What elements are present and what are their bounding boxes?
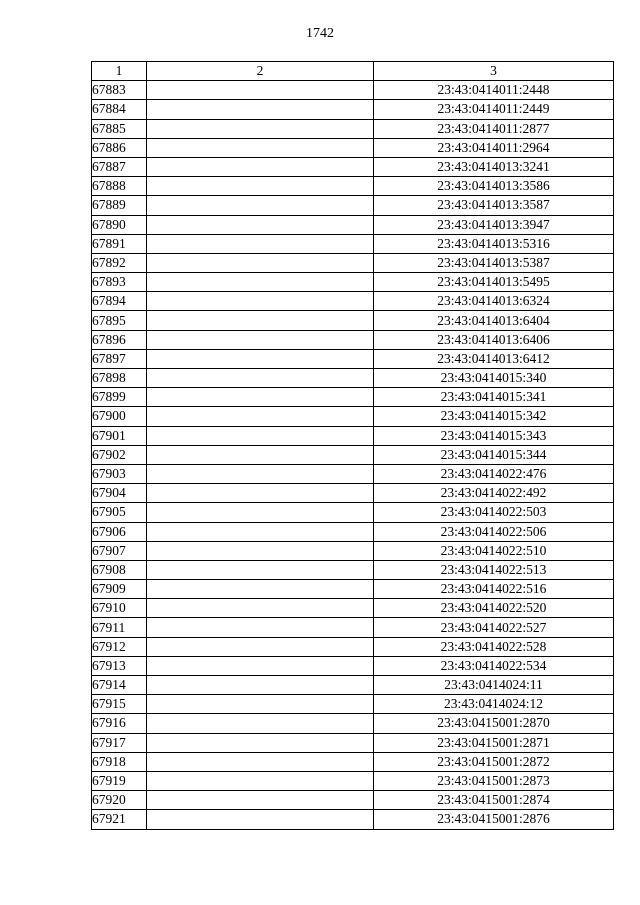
description-cell (147, 676, 374, 695)
table-row (92, 791, 614, 810)
table-row (92, 253, 614, 272)
cadastral-number-cell: 23:43:0414011:2964 (374, 138, 614, 157)
table-row (92, 292, 614, 311)
row-number-cell: 67891 (92, 234, 147, 253)
cadastral-number-cell: 23:43:0414013:3947 (374, 215, 614, 234)
description-cell (147, 522, 374, 541)
table-row (92, 369, 614, 388)
cadastral-number-cell: 23:43:0414022:534 (374, 656, 614, 675)
description-cell (147, 733, 374, 752)
cadastral-number-cell: 23:43:0414022:510 (374, 541, 614, 560)
row-number-cell: 67906 (92, 522, 147, 541)
row-number-cell: 67896 (92, 330, 147, 349)
cadastral-number-cell: 23:43:0414011:2449 (374, 100, 614, 119)
row-number-cell: 67888 (92, 177, 147, 196)
cadastral-number-cell: 23:43:0414022:516 (374, 580, 614, 599)
cadastral-number-cell: 23:43:0414011:2448 (374, 81, 614, 100)
description-cell (147, 752, 374, 771)
description-cell (147, 177, 374, 196)
description-cell (147, 580, 374, 599)
registry-table (91, 61, 614, 830)
row-number-cell: 67913 (92, 656, 147, 675)
row-number-cell: 67890 (92, 215, 147, 234)
table-row (92, 637, 614, 656)
cadastral-number-cell: 23:43:0414015:344 (374, 445, 614, 464)
cadastral-number-cell: 23:43:0414022:506 (374, 522, 614, 541)
row-number-cell: 67898 (92, 369, 147, 388)
description-cell (147, 81, 374, 100)
description-cell (147, 273, 374, 292)
cadastral-number-cell: 23:43:0414013:3241 (374, 157, 614, 176)
row-number-cell: 67912 (92, 637, 147, 656)
row-number-cell: 67893 (92, 273, 147, 292)
table-row (92, 196, 614, 215)
table-row (92, 560, 614, 579)
row-number-cell: 67899 (92, 388, 147, 407)
table-row (92, 407, 614, 426)
table-row (92, 273, 614, 292)
cadastral-number-cell: 23:43:0414022:476 (374, 464, 614, 483)
table-row (92, 119, 614, 138)
cadastral-number-cell: 23:43:0414022:527 (374, 618, 614, 637)
cadastral-number-cell: 23:43:0414011:2877 (374, 119, 614, 138)
table-row (92, 714, 614, 733)
row-number-cell: 67894 (92, 292, 147, 311)
description-cell (147, 215, 374, 234)
description-cell (147, 695, 374, 714)
cadastral-number-cell: 23:43:0415001:2876 (374, 810, 614, 829)
table-row (92, 484, 614, 503)
row-number-cell: 67918 (92, 752, 147, 771)
table-row (92, 541, 614, 560)
row-number-cell: 67883 (92, 81, 147, 100)
cadastral-number-cell: 23:43:0415001:2872 (374, 752, 614, 771)
cadastral-number-cell: 23:43:0414015:342 (374, 407, 614, 426)
cadastral-number-cell: 23:43:0414015:341 (374, 388, 614, 407)
column-header-3: 3 (374, 62, 614, 81)
description-cell (147, 100, 374, 119)
cadastral-number-cell: 23:43:0414022:528 (374, 637, 614, 656)
description-cell (147, 407, 374, 426)
table-row (92, 445, 614, 464)
table-row (92, 177, 614, 196)
table-row (92, 676, 614, 695)
row-number-cell: 67909 (92, 580, 147, 599)
table-row (92, 580, 614, 599)
description-cell (147, 311, 374, 330)
row-number-cell: 67919 (92, 771, 147, 790)
column-header-1: 1 (92, 62, 147, 81)
row-number-cell: 67910 (92, 599, 147, 618)
description-cell (147, 503, 374, 522)
cadastral-number-cell: 23:43:0415001:2870 (374, 714, 614, 733)
cadastral-number-cell: 23:43:0414013:5495 (374, 273, 614, 292)
table-row (92, 733, 614, 752)
table-row (92, 157, 614, 176)
table-row (92, 330, 614, 349)
cadastral-number-cell: 23:43:0414013:5387 (374, 253, 614, 272)
table-row (92, 81, 614, 100)
cadastral-number-cell: 23:43:0414015:340 (374, 369, 614, 388)
row-number-cell: 67900 (92, 407, 147, 426)
row-number-cell: 67887 (92, 157, 147, 176)
table-row (92, 215, 614, 234)
table-row (92, 752, 614, 771)
cadastral-number-cell: 23:43:0414013:5316 (374, 234, 614, 253)
row-number-cell: 67886 (92, 138, 147, 157)
cadastral-number-cell: 23:43:0414024:11 (374, 676, 614, 695)
description-cell (147, 618, 374, 637)
cadastral-number-cell: 23:43:0415001:2871 (374, 733, 614, 752)
table-row (92, 503, 614, 522)
row-number-cell: 67884 (92, 100, 147, 119)
description-cell (147, 560, 374, 579)
description-cell (147, 484, 374, 503)
table-row (92, 656, 614, 675)
description-cell (147, 138, 374, 157)
row-number-cell: 67903 (92, 464, 147, 483)
row-number-cell: 67916 (92, 714, 147, 733)
description-cell (147, 464, 374, 483)
row-number-cell: 67892 (92, 253, 147, 272)
table-row (92, 771, 614, 790)
table-row (92, 349, 614, 368)
row-number-cell: 67901 (92, 426, 147, 445)
cadastral-number-cell: 23:43:0414022:492 (374, 484, 614, 503)
row-number-cell: 67904 (92, 484, 147, 503)
description-cell (147, 253, 374, 272)
description-cell (147, 426, 374, 445)
row-number-cell: 67920 (92, 791, 147, 810)
cadastral-number-cell: 23:43:0414013:6324 (374, 292, 614, 311)
cadastral-number-cell: 23:43:0414013:6412 (374, 349, 614, 368)
table-row (92, 100, 614, 119)
description-cell (147, 637, 374, 656)
description-cell (147, 369, 374, 388)
description-cell (147, 119, 374, 138)
description-cell (147, 445, 374, 464)
description-cell (147, 349, 374, 368)
row-number-cell: 67902 (92, 445, 147, 464)
cadastral-number-cell: 23:43:0414022:503 (374, 503, 614, 522)
cadastral-number-cell: 23:43:0415001:2874 (374, 791, 614, 810)
cadastral-number-cell: 23:43:0414022:520 (374, 599, 614, 618)
table-row (92, 138, 614, 157)
row-number-cell: 67921 (92, 810, 147, 829)
description-cell (147, 330, 374, 349)
row-number-cell: 67915 (92, 695, 147, 714)
description-cell (147, 234, 374, 253)
row-number-cell: 67897 (92, 349, 147, 368)
description-cell (147, 157, 374, 176)
description-cell (147, 388, 374, 407)
row-number-cell: 67911 (92, 618, 147, 637)
description-cell (147, 196, 374, 215)
cadastral-number-cell: 23:43:0414013:6404 (374, 311, 614, 330)
page-number: 1742 (306, 26, 334, 41)
description-cell (147, 656, 374, 675)
description-cell (147, 541, 374, 560)
row-number-cell: 67907 (92, 541, 147, 560)
table-row (92, 234, 614, 253)
description-cell (147, 599, 374, 618)
table-row (92, 618, 614, 637)
table-row (92, 311, 614, 330)
cadastral-number-cell: 23:43:0414015:343 (374, 426, 614, 445)
cadastral-number-cell: 23:43:0414013:3586 (374, 177, 614, 196)
table-row (92, 810, 614, 829)
cadastral-number-cell: 23:43:0415001:2873 (374, 771, 614, 790)
row-number-cell: 67908 (92, 560, 147, 579)
cadastral-number-cell: 23:43:0414022:513 (374, 560, 614, 579)
cadastral-number-cell: 23:43:0414013:6406 (374, 330, 614, 349)
table-header-row (92, 62, 614, 81)
description-cell (147, 771, 374, 790)
table-row (92, 426, 614, 445)
table-row (92, 388, 614, 407)
table-body (92, 81, 614, 829)
table-row (92, 695, 614, 714)
description-cell (147, 292, 374, 311)
row-number-cell: 67885 (92, 119, 147, 138)
description-cell (147, 810, 374, 829)
row-number-cell: 67905 (92, 503, 147, 522)
cadastral-number-cell: 23:43:0414024:12 (374, 695, 614, 714)
column-header-2: 2 (147, 62, 374, 81)
cadastral-number-cell: 23:43:0414013:3587 (374, 196, 614, 215)
description-cell (147, 714, 374, 733)
row-number-cell: 67895 (92, 311, 147, 330)
row-number-cell: 67914 (92, 676, 147, 695)
description-cell (147, 791, 374, 810)
table-row (92, 599, 614, 618)
table-row (92, 522, 614, 541)
table-row (92, 464, 614, 483)
row-number-cell: 67917 (92, 733, 147, 752)
row-number-cell: 67889 (92, 196, 147, 215)
